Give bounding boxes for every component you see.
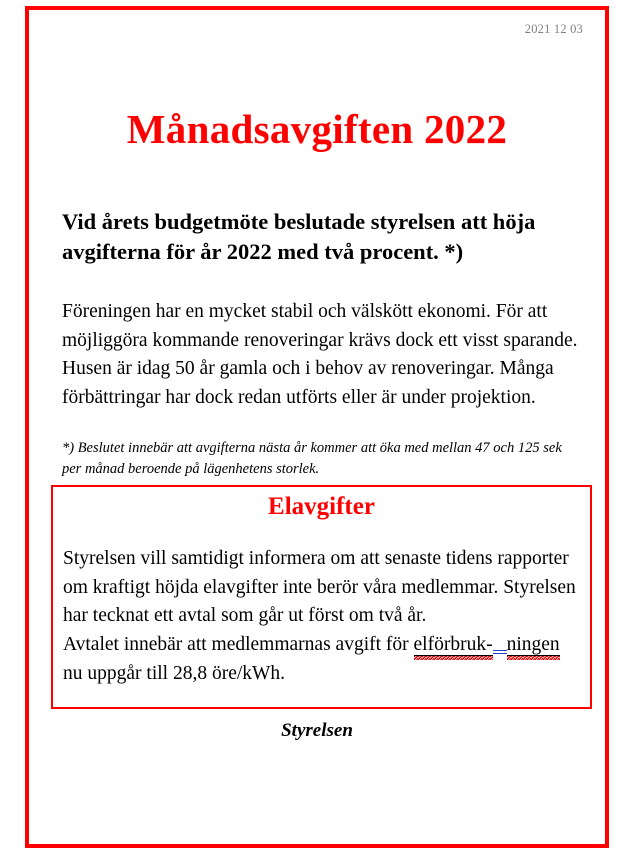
- callout-paragraph-2: [63, 634, 560, 684]
- elavgifter-callout-box: [51, 485, 592, 709]
- footnote-text: *) Beslutet innebär att avgifterna nästa år kommer att öka med mellan 47 och 125 sek per månad beroende på lägenhetens storlek.: [62, 440, 562, 477]
- callout-paragraph-2-suffix: nu uppgår till 28,8 öre/kWh.: [63, 663, 286, 685]
- bottom-whitespace: [29, 755, 605, 845]
- subtitle-text: Vid årets budgetmöte beslutade styrelsen att höja avgifterna för år 2022 med två procent. *): [62, 209, 536, 264]
- callout-body: [63, 545, 579, 689]
- signature-text: Styrelsen: [281, 720, 353, 741]
- callout-title: Elavgifter: [268, 493, 375, 520]
- callout-paragraph-2-prefix: Avtalet innebär att medlemmarnas avgift för: [63, 634, 414, 656]
- document-page-frame: [25, 6, 609, 848]
- misspelled-word-part-2: ningen: [506, 634, 560, 656]
- callout-paragraph-1: Styrelsen vill samtidigt informera om att senaste tidens rapporter om kraftigt höjda elavgifter inte berör våra medlemmar. Styrelsen har tecknat ett avtal som går ut först om två år.: [63, 548, 576, 627]
- page-title: Månadsavgiften 2022: [126, 106, 508, 152]
- grammar-mark-icon: [493, 631, 507, 651]
- body-paragraph: Föreningen har en mycket stabil och välskött ekonomi. För att möjliggöra kommande renoveringar krävs dock ett visst sparande. Husen är idag 50 år gamla och i behov av renoveringar. Många förbättringar har dock redan utförts eller är under projektion.: [62, 301, 578, 408]
- misspelled-word-part-1: elförbruk-: [413, 634, 493, 656]
- date-stamp: 2021 12 03: [524, 22, 583, 36]
